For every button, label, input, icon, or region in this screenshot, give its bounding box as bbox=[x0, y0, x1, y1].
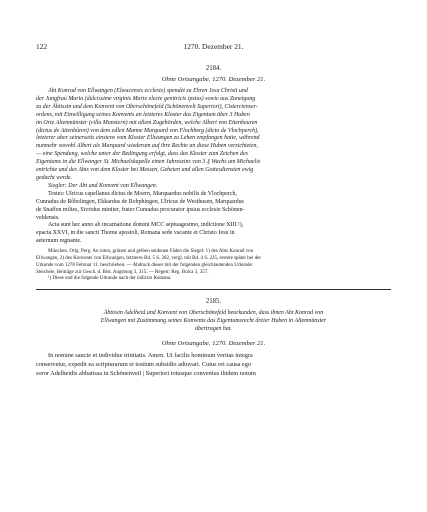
summary-line: entrichte und des Abts von dem Kloster bei Messen, Gebeten und allen Gottesdiensten ewig bbox=[36, 167, 254, 174]
witness-line: de Snaffen miltes, Sivridus miniter, frater Cunradus procurator ipsius ecclesie Schönen- bbox=[36, 206, 245, 213]
acta-line: epacta XXVI, in die sancti Thome apostoli, Romana sede vacante et Christo Jesu in bbox=[36, 230, 235, 237]
sealer-line bbox=[36, 183, 391, 191]
archival-notes bbox=[36, 249, 391, 276]
summary-line: Ellwangen mit Zustimmung seines Konvents das Eigentumsrecht dreier Huben in Altenmünster bbox=[100, 318, 327, 325]
summary-line: übertragen hat. bbox=[195, 325, 232, 332]
summary-line: nunmehr sowohl Albert als Marquard wiederum auf ihre Rechte an diese Huben verzichteten, bbox=[36, 143, 259, 150]
summary-line: zu der Äbtissin und dem Konvent von Oberschönefeld (Schönenvelt Superiori), Cistercienser- bbox=[36, 103, 258, 110]
document-number-2184: 2184. bbox=[205, 65, 222, 72]
acta-line: Acta sunt hec anno ab incarnatione domini MCC septuagesimo, indictione XIII.¹), bbox=[48, 222, 244, 229]
summary-line: letzterer aber seinerseits einstens vom Kloster Ellwangen zu Lehen empfangen hatte, während bbox=[36, 135, 260, 142]
witness-list bbox=[36, 191, 391, 223]
sealer-label: Siegler: bbox=[48, 182, 69, 189]
summary-line: gedacht werde. bbox=[36, 174, 73, 181]
summary-2185 bbox=[36, 310, 391, 334]
document-number-2185: 2185. bbox=[205, 298, 222, 306]
summary-line: ordens, mit Einwilligung seines Konvents an letzteres Kloster das Eigentum über 3 Huben bbox=[36, 111, 250, 118]
witness-line: Cunradus de Rôbelingen, Ekkardus de Bobphingen, Ulricus de Westhusen, Marquardus bbox=[36, 198, 244, 205]
page-body bbox=[36, 64, 391, 379]
charter-line: In nomine sancte et individue trinitatis. Amen. Ut facilis hominum veritas integra bbox=[48, 351, 253, 359]
charter-text bbox=[36, 352, 391, 379]
witness-line: veldensis. bbox=[36, 214, 60, 221]
section-divider bbox=[36, 289, 391, 290]
place-date-2185: Ohne Ortsangabe. 1270. Dezember 21. bbox=[161, 339, 266, 347]
page-header bbox=[36, 42, 391, 52]
notes-line: Ellwangen, 2) des Konvents von Ellwangen, letzteres Bd. 5 S. 282, vergl. mit Bd. 4 S. 225, erstere später bei der bbox=[36, 255, 261, 261]
summary-line: der Jungfrau Maria (dulcissime virginis Marie electe genitricis ipsius) sowie aus Zuneigung bbox=[36, 95, 256, 102]
witness-line: Testes: Ulricus capellanus dictus de Moern, Marquardus nobilis de Vlochperch, bbox=[48, 190, 237, 197]
charter-line: conservetur, expedit ea scripturarum et testium subsidio adiuvari. Cuius rei causa ego bbox=[36, 360, 252, 368]
summary-line: — eine Spendung, welche unter der Bedingung erfolgt, dass das Kloster zum Zeichen des bbox=[36, 151, 248, 158]
acta-paragraph bbox=[36, 222, 391, 246]
notes-line: Steichele, Beiträge zur Gesch. d. Bist. Augsburg 3, 315. — Regest: Reg. Boica 3, 357. bbox=[36, 269, 209, 275]
summary-line: Äbtissin Adelheid und Konvent von Oberschönefeld beurkunden, dass ihnen Abt Konrad von bbox=[103, 310, 324, 317]
notes-line: Urkunde vom 1278 Februar 11. beschrieben. — Abdruck dieser mit der folgenden gleichlautenden Urkunde: bbox=[36, 262, 254, 268]
summary-line: im Orte Altenmünster (villa Munstern) mit allem Zugehörden, welche Albert von Ettenbeuren bbox=[36, 119, 258, 126]
charter-line: soror Adelheidis abbatissa in Schönenveil | Superiori totusque conventus ibidem notum bbox=[36, 369, 256, 377]
notes-line: München. Orig. Perg. An roten, grünen und gelben seidenen Fäden die Siegel: 1) des Abts Konrad von bbox=[48, 249, 254, 255]
running-title: 1270. Dezember 21. bbox=[183, 42, 244, 51]
footnote: ¹) Diese und die folgende Urkunde nach der indictio Romana. bbox=[48, 276, 172, 282]
acta-line: aeternum regnante. bbox=[36, 238, 82, 245]
summary-line: Abt Konrad von Ellwangen (Elwacensis ecclesie) spendet zu Ehren Jesu Christi und bbox=[48, 88, 248, 94]
sealer-value: Der Abt und Konvent von Ellwangen. bbox=[68, 182, 158, 189]
page-number: 122 bbox=[36, 42, 48, 51]
summary-line: Eigentums in die Ellwanger St. Michaelskapelle einen Jahreszins von 3 ₰ Wachs am Michaelis bbox=[36, 159, 261, 166]
place-date-2184: Ohne Ortsangabe. 1270. Dezember 21. bbox=[161, 76, 266, 83]
summary-line: (dictus de Attenbůren) von dem edlen Manne Marquard von Flochberg (dicto de Vlochperch), bbox=[36, 127, 259, 134]
summary-2184 bbox=[36, 88, 391, 183]
